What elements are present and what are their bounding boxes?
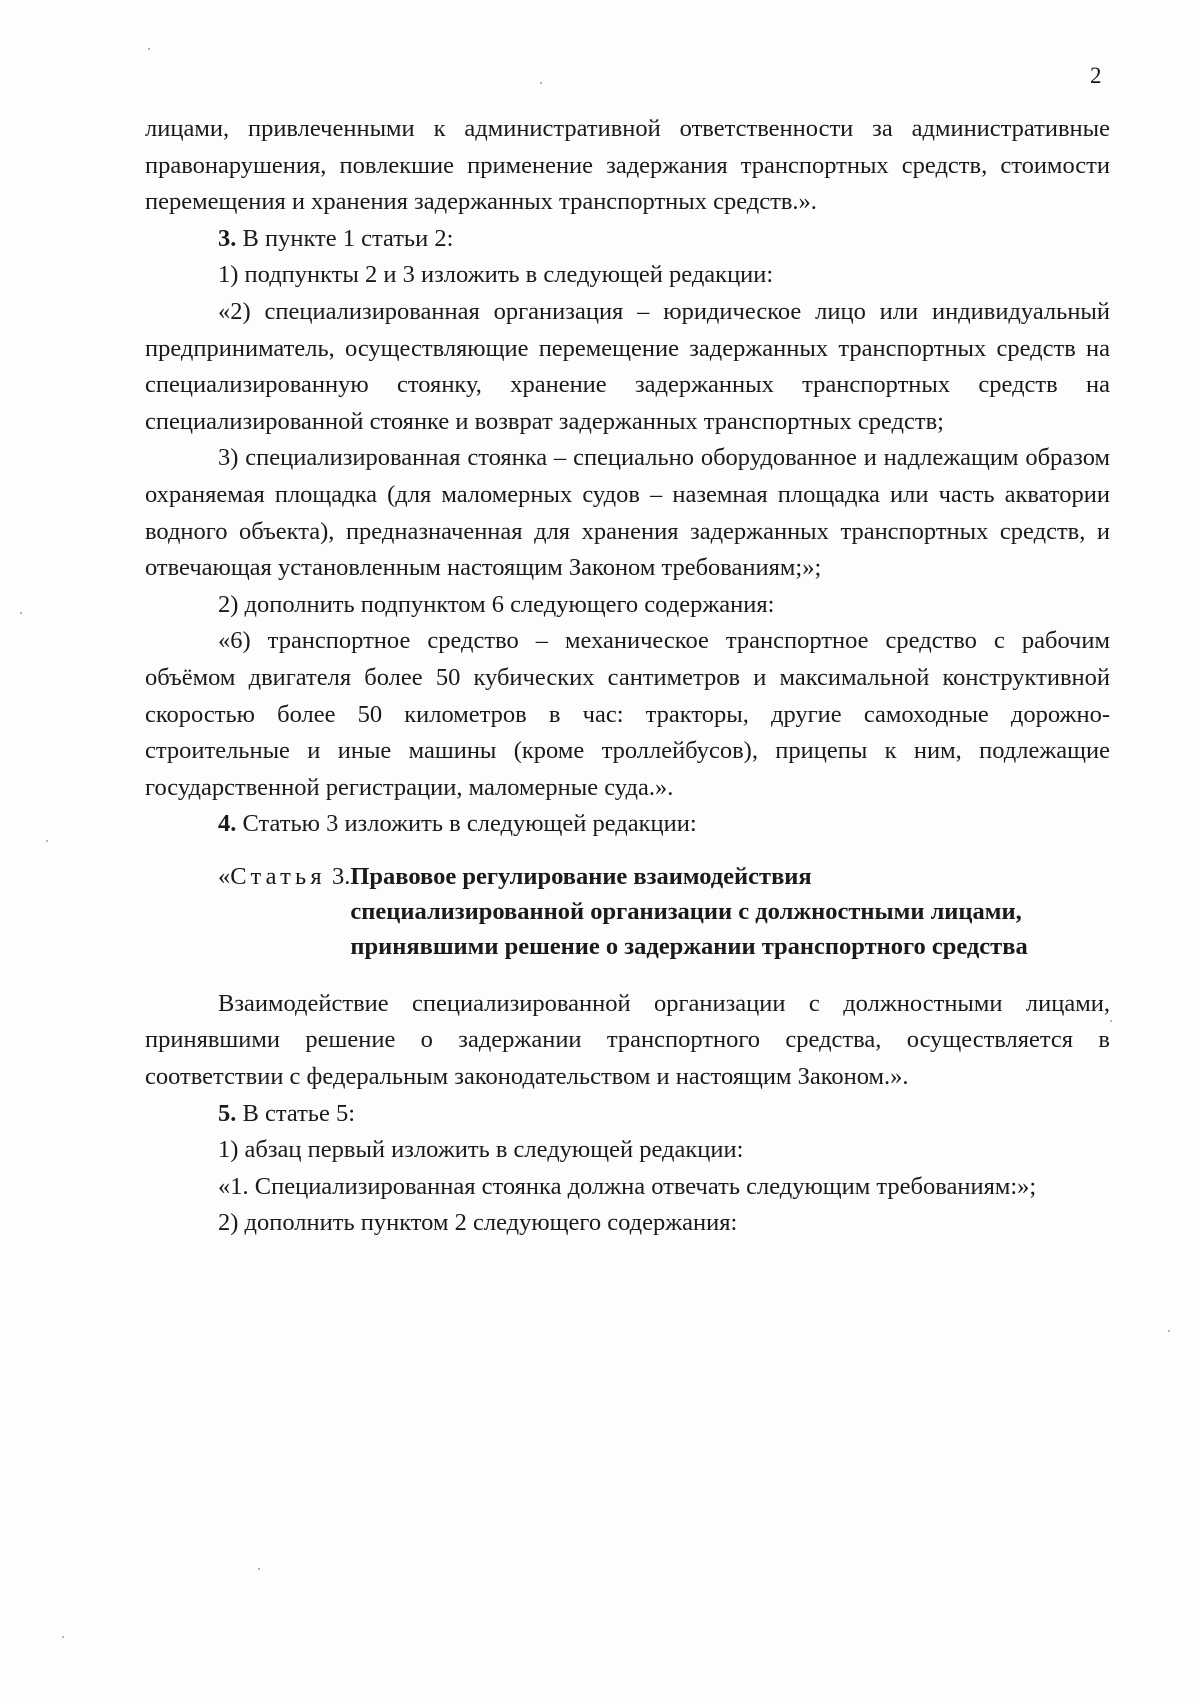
paragraph-definition-6: «6) транспортное средство – механическое транспортное средство с рабочим объёмом двигателя более 50 кубических сантиметров и максимальной конструктивной скоростью более 50 километров в час: тракторы, другие самоходные дорожно-строительные и иные машины (кроме троллейбусов), прицепы к ним, подлежащие государственной регистрации, маломерные суда.». (145, 627, 1110, 801)
paragraph-item-3: 3. В пункте 1 статьи 2: (218, 224, 454, 252)
paragraph-definition-3: 3) специализированная стоянка – специально оборудованное и надлежащим образом охраняемая площадка (для маломерных судов – наземная площадка или часть акватории водного объекта), предназначенная для хранения задержанных транспортных средств, и отвечающая установленным настоящим Законом требованиям;»; (145, 444, 1110, 582)
scan-speck (1110, 1020, 1112, 1022)
scan-speck (258, 1568, 260, 1570)
item-number: 3. (218, 224, 237, 252)
scan-speck (148, 48, 150, 50)
paragraph-interaction: Взаимодействие специализированной организации с должностными лицами, принявшими решение о задержании транспортного средства, осуществляется в соответствии с федеральным законодательством и настоящим Законом.». (145, 989, 1110, 1091)
document-body (145, 111, 1110, 1242)
item-number: 5. (218, 1099, 237, 1127)
scan-speck (1168, 1330, 1170, 1332)
article-title: Правовое регулирование взаимодействия специализированной организации с должностными лицами, принявшими решение о задержании транспортного средства (350, 862, 1028, 960)
item-number: 4. (218, 810, 237, 838)
scan-speck (20, 612, 22, 614)
paragraph-subitem-2: 2) дополнить пунктом 2 следующего содержания: (218, 1209, 738, 1237)
paragraph-requirement-1: «1. Специализированная стоянка должна отвечать следующим требованиям:»; (218, 1172, 1037, 1200)
paragraph-continuation: лицами, привлеченными к административной ответственности за административные правонарушения, повлекшие применение задержания транспортных средств, стоимости перемещения и хранения задержанных транспортных средств.». (145, 115, 1110, 216)
page-number: 2 (1090, 63, 1102, 88)
paragraph-item-4: 4. Статью 3 изложить в следующей редакции: (218, 810, 697, 838)
paragraph-subitem-2: 2) дополнить подпунктом 6 следующего содержания: (218, 590, 775, 618)
scan-speck (62, 1636, 64, 1638)
article-heading (145, 859, 1110, 964)
paragraph-subitem-1: 1) подпункты 2 и 3 изложить в следующей редакции: (218, 261, 774, 289)
scan-speck (540, 82, 542, 84)
paragraph-item-5: 5. В статье 5: (218, 1099, 356, 1127)
article-label: «Статья 3. (218, 862, 351, 890)
paragraph-definition-2: «2) специализированная организация – юридическое лицо или индивидуальный предприниматель, осуществляющие перемещение задержанных транспортных средств на специализированную стоянку, хранение задержанных транспортных средств на специализированной стоянке и возврат задержанных транспортных средств; (145, 297, 1110, 435)
scan-speck (46, 840, 48, 842)
paragraph-subitem-1: 1) абзац первый изложить в следующей редакции: (218, 1136, 744, 1164)
